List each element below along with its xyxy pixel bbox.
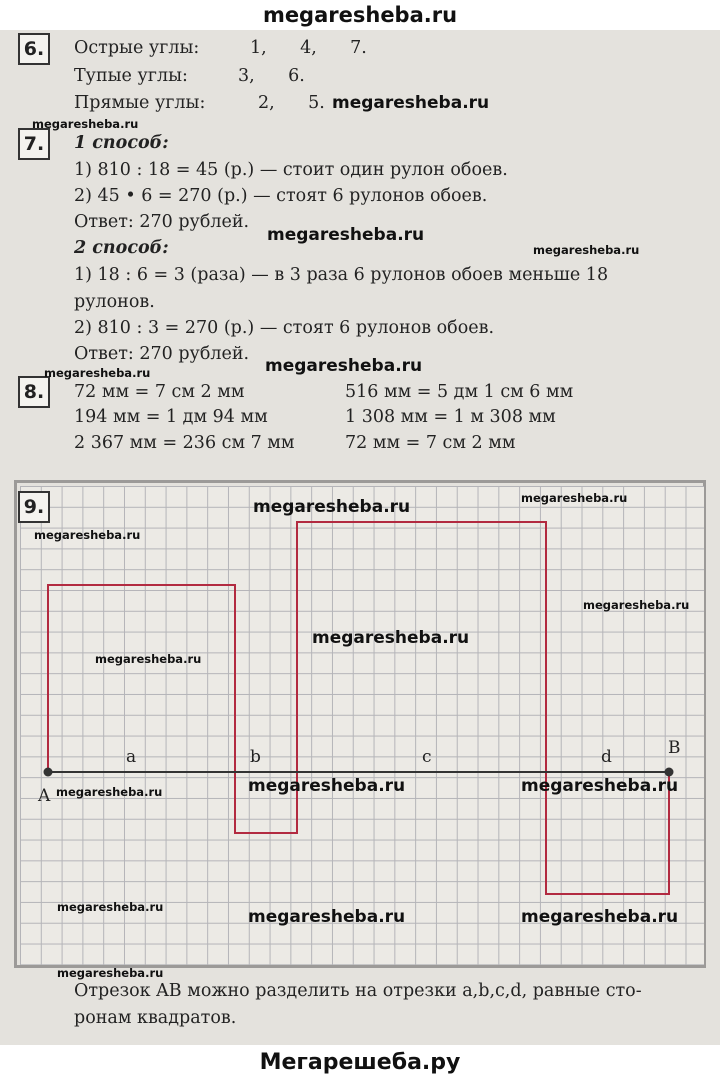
label-b: b	[250, 747, 261, 767]
task-8-right-row: 72 мм = 7 см 2 мм	[345, 433, 516, 453]
task-6-label: Тупые углы:	[74, 66, 188, 86]
task-6-values: 2, 5.	[258, 93, 325, 113]
task-6-label: Прямые углы:	[74, 93, 206, 113]
task-7-number: 7.	[18, 128, 50, 160]
task-7-method1-line: 2) 45 • 6 = 270 (р.) — стоят 6 рулонов обоев.	[74, 186, 488, 206]
task-7-method2-title: 2 способ:	[74, 238, 169, 258]
label-point-b: B	[668, 738, 681, 758]
site-footer: Мегарешеба.ру	[0, 1045, 720, 1081]
task-8-left-row: 194 мм = 1 дм 94 мм	[74, 407, 268, 427]
task-8-right-row: 1 308 мм = 1 м 308 мм	[345, 407, 556, 427]
watermark: megaresheba.ru	[267, 225, 425, 245]
task-6-values: 1, 4, 7.	[250, 38, 367, 58]
watermark: megaresheba.ru	[265, 356, 423, 376]
site-header: megaresheba.ru	[0, 0, 720, 30]
watermark: megaresheba.ru	[44, 366, 151, 380]
label-d: d	[601, 747, 612, 767]
watermark: megaresheba.ru	[521, 491, 628, 505]
watermark: megaresheba.ru	[312, 628, 470, 648]
task-7-method1-title: 1 способ:	[74, 133, 169, 153]
label-point-a: A	[38, 786, 51, 806]
task-6-label: Острые углы:	[74, 38, 200, 58]
task-8-right-row: 516 мм = 5 дм 1 см 6 мм	[345, 382, 574, 402]
watermark: megaresheba.ru	[248, 776, 406, 796]
watermark: megaresheba.ru	[248, 907, 406, 927]
label-a: a	[126, 747, 137, 767]
task-7-method1-answer: Ответ: 270 рублей.	[74, 212, 250, 232]
square-a	[48, 585, 235, 772]
task-9-conclusion: Отрезок AB можно разделить на отрезки a,b,c,d, равные сто-	[74, 981, 642, 1001]
task-8-left-row: 72 мм = 7 см 2 мм	[74, 382, 245, 402]
task-6-values: 3, 6.	[238, 66, 305, 86]
watermark: megaresheba.ru	[56, 785, 163, 799]
task-7-method1-line: 1) 810 : 18 = 45 (р.) — стоит один рулон обоев.	[74, 160, 508, 180]
watermark: megaresheba.ru	[57, 966, 164, 980]
point-a	[44, 768, 53, 777]
watermark: megaresheba.ru	[253, 497, 411, 517]
watermark: megaresheba.ru	[57, 900, 164, 914]
watermark: megaresheba.ru	[533, 243, 640, 257]
watermark: megaresheba.ru	[95, 652, 202, 666]
task-7-method2-line: рулонов.	[74, 292, 155, 312]
task-8-number: 8.	[18, 376, 50, 408]
watermark: megaresheba.ru	[32, 117, 139, 131]
task-7-method2-line: 2) 810 : 3 = 270 (р.) — стоят 6 рулонов обоев.	[74, 318, 495, 338]
task-8-left-row: 2 367 мм = 236 см 7 мм	[74, 433, 295, 453]
label-c: c	[422, 747, 432, 767]
task-7-method2-line: 1) 18 : 6 = 3 (раза) — в 3 раза 6 рулонов обоев меньше 18	[74, 265, 609, 285]
watermark: megaresheba.ru	[521, 776, 679, 796]
watermark: megaresheba.ru	[521, 907, 679, 927]
task-9-number: 9.	[18, 491, 50, 523]
watermark: megaresheba.ru	[583, 598, 690, 612]
task-7-method2-answer: Ответ: 270 рублей.	[74, 344, 250, 364]
watermark: megaresheba.ru	[332, 93, 490, 113]
task-6-number: 6.	[18, 33, 50, 65]
task-9-conclusion: ронам квадратов.	[74, 1008, 237, 1028]
watermark: megaresheba.ru	[34, 528, 141, 542]
